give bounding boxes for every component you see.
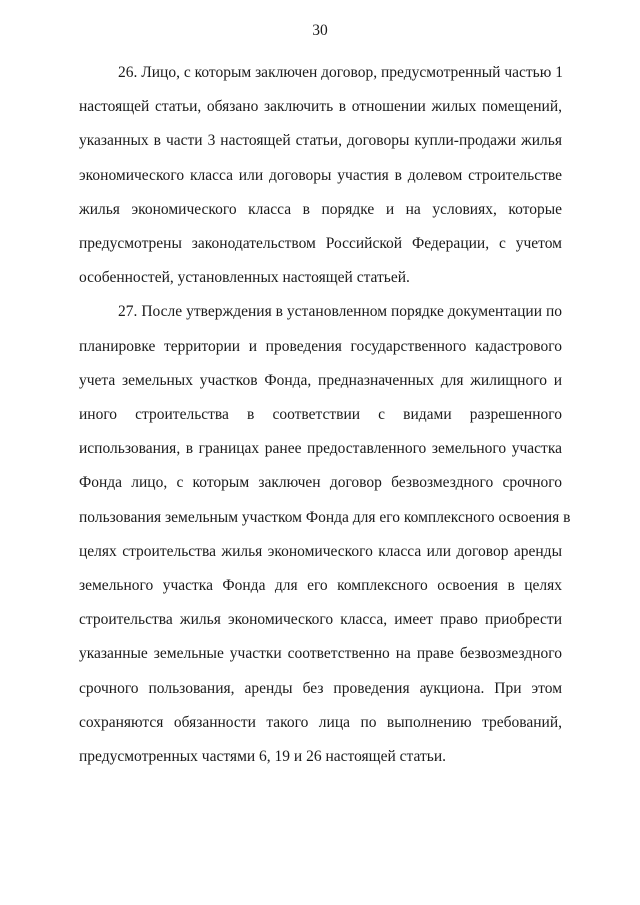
text-line: 26. Лицо, с которым заключен договор, предусмотренный частью 1 <box>118 64 563 81</box>
text-line: иного строительства в соответствии с видами разрешенного <box>79 406 562 424</box>
text-line: целях строительства жилья экономического класса или договор аренды <box>79 542 562 560</box>
text-line: сохраняются обязанности такого лица по выполнению требований, <box>79 713 562 731</box>
text-line: земельного участка Фонда для его комплексного освоения в целях <box>79 577 562 595</box>
document-body <box>79 56 571 774</box>
text-line: Фонда лицо, с которым заключен договор безвозмездного срочного <box>79 474 562 492</box>
text-line: планировке территории и проведения государственного кадастрового <box>79 337 562 355</box>
text-line: строительства жилья экономического класса, имеет право приобрести <box>79 611 562 629</box>
text-line: указанные земельные участки соответственно на праве безвозмездного <box>79 645 562 663</box>
text-line: экономического класса или договоры участия в долевом строительстве <box>79 166 562 184</box>
text-line: предусмотренных частями 6, 19 и 26 настоящей статьи. <box>79 748 446 766</box>
text-line: использования, в границах ранее предоставленного земельного участка <box>79 440 562 458</box>
text-line: настоящей статьи, обязано заключить в отношении жилых помещений, <box>79 98 562 116</box>
paragraph-26 <box>79 56 562 295</box>
text-line: особенностей, установленных настоящей статьей. <box>79 269 410 287</box>
text-line: 27. После утверждения в установленном порядке документации по <box>118 303 562 321</box>
text-line: учета земельных участков Фонда, предназначенных для жилищного и <box>79 371 562 389</box>
paragraph-27 <box>79 295 571 774</box>
text-line: жилья экономического класса в порядке и на условиях, которые <box>79 200 562 218</box>
page-number: 30 <box>312 22 328 39</box>
text-line: пользования земельным участком Фонда для его комплексного освоения в <box>79 508 571 526</box>
text-line: предусмотрены законодательством Российской Федерации, с учетом <box>79 235 562 253</box>
text-line: срочного пользования, аренды без проведения аукциона. При этом <box>79 679 562 697</box>
text-line: указанных в части 3 настоящей статьи, договоры купли-продажи жилья <box>79 132 562 150</box>
